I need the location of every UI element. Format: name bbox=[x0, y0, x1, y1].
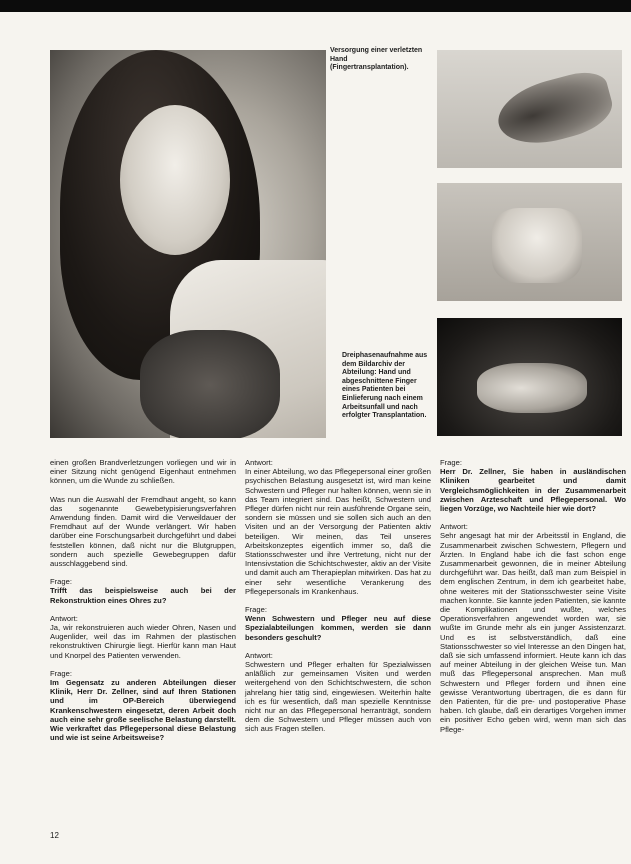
photo-surgeon-woman bbox=[50, 50, 326, 438]
question-block bbox=[50, 577, 236, 605]
photo-hand-phase-3 bbox=[437, 318, 622, 436]
question-label: Frage: bbox=[440, 458, 462, 467]
question-text: Wenn Schwestern und Pfleger neu auf diese Spezialabteilungen kommen, werden sie dann besonders geschult? bbox=[245, 614, 431, 642]
answer-block bbox=[245, 458, 431, 596]
question-text: Trifft das beispielsweise auch bei der Rekonstruktion eines Ohres zu? bbox=[50, 586, 236, 605]
answer-text: Sehr angesagt hat mir der Arbeitsstil in England, die Zusammenarbeit zwischen Schwestern, Pflegern und Ärzten. In England habe ich die fast schon enge Zusammenarbeit gewonnen, die in meiner Abteilung durchgeführt war. Das heißt, daß man zum Beispiel in dem englischen Zentrum, in dem ich gearbeitet habe, ohne weiteres mit der Stationsschwester seine Visite machen konnte. Sie kannte jeden Patienten, sie kannte die Komplikationen und wußte, welches Operationsverfahren angewendet worden war, sie wußte im Grunde mehr als ein junger Assistenzarzt. Und es ist selbstverständlich, daß eine Stationsschwester so viel Interesse an den Dingen hat, daß sie sich umfassend informiert. Heute kann ich das auf meiner Abteilung in der gleichen Weise tun. Man muß das Pflegepersonal ansprechen. Man muß Schwestern und Pfleger fordern und ihnen eine gewisse Verantwortung übertragen, die es dann für den Patienten, für die pre- und postoperative Phase haben. Ich glaube, daß ein derartiges Vorgehen immer ein positiver Echo geben wird, wenn man sich das Pflege- bbox=[440, 531, 626, 734]
question-text: Herr Dr. Zellner, Sie haben in ausländischen Kliniken gearbeitet und damit Vergleichsmöglichkeiten in der Zusammenarbeit zwischen Arzteschaft und Pflegepersonal. Wo liegen Vorzüge, wo Nachteile hier wie dort? bbox=[440, 467, 626, 514]
answer-label: Antwort: bbox=[50, 613, 78, 623]
page-number: 12 bbox=[50, 831, 59, 840]
answer-text: Ja, wir rekonstruieren auch wieder Ohren, Nasen und Augenlider, weil das im Rahmen der plastischen rekonstruktiven Chirurgie liegt. Hierfür kann man Haut und Knorpel des Patienten verwenden. bbox=[50, 623, 236, 660]
answer-block bbox=[245, 651, 431, 734]
paragraph: einen großen Brandverletzungen vorliegen und wir in einer Sitzung nicht genügend Eigenhaut entnehmen können, um die Wunde zu schließen. bbox=[50, 458, 236, 486]
answer-text: In einer Abteilung, wo das Pflegepersonal einer großen psychischen Belastung ausgesetzt ist, wird man keine Schwestern und Pfleger nur halten können, wenn sie in das Team integriert sind. Das heißt, Schwestern und Pfleger dürfen nicht nur rein ausführende Organe sein, sondern sie müssen und sie sollen sich auch an den Visiten und an der Versorgung der Patienten aktiv beteiligen. Wir meinen, das Teil unseres Arbeitskonzeptes eigentlich immer so, daß die Stationsschwester und ihre Vertretung, nicht nur der Intensivstation die Schichtschwester, aktiv an der Visite und damit auch am Therapieplan mitwirken. Das hat zu einer sehr wesentliche Verankerung des Pflegepersonals im Krankenhaus. bbox=[245, 467, 431, 596]
answer-block bbox=[440, 522, 626, 734]
answer-label: Antwort: bbox=[245, 458, 273, 467]
answer-block bbox=[50, 614, 236, 660]
question-text: Im Gegensatz zu anderen Abteilungen dieser Klinik, Herr Dr. Zellner, sind auf Ihren Stationen und im OP-Bereich überwiegend Krankenschwestern eingesetzt, deren Arbeit doch auch eine sehr große seelische Belastung darstellt. Wie verkraftet das Pflegepersonal diese Belastung und wie ist seine Arbeitsweise? bbox=[50, 678, 236, 743]
answer-label: Antwort: bbox=[245, 650, 273, 660]
question-block bbox=[50, 669, 236, 743]
question-label: Frage: bbox=[50, 668, 72, 678]
text-column-3 bbox=[440, 458, 626, 743]
question-label: Frage: bbox=[50, 577, 72, 587]
caption-top: Versorgung einer verletzten Hand (Fingertransplantation). bbox=[330, 47, 423, 72]
photo-hand-phase-1 bbox=[437, 50, 622, 168]
caption-middle: Dreiphasenaufnahme aus dem Bildarchiv der Abteilung: Hand und abgeschnittene Finger eines Patienten bei Einlieferung nach einem Arbeitsunfall und nach erfolgter Transplantation. bbox=[342, 352, 428, 420]
text-column-1 bbox=[50, 458, 236, 751]
paragraph: Was nun die Auswahl der Fremdhaut angeht, so kann das sogenannte Gewebetypisierungsverfahren Anwendung finden. Damit wird die Verweildauer der Fremdhaut auf der Wunde verlängert. Wir haben darüber eine Forschungsarbeit durchgeführt und dabei feststellen können, daß nicht nur die Blutgruppen, sondern auch spezielle Gewebegruppen dafür ausschlaggebend sind. bbox=[50, 494, 236, 569]
question-label: Frage: bbox=[245, 605, 267, 615]
answer-text: Schwestern und Pfleger erhalten für Spezialwissen anläßlich zur gemeinsamen Visiten und werden weitergehend von den Schichtschwestern, die schon jahrelang hier tätig sind, eingewiesen. Weiterhin halte ich es für wesentlich, daß man spezielle Kenntnisse nicht nur an das Pflegepersonal herranträgt, sondern dem die Schwestern und Pfleger müssen auch von sich aus Fragen stellen. bbox=[245, 660, 431, 734]
top-black-bar bbox=[0, 0, 631, 12]
text-column-2 bbox=[245, 458, 431, 743]
question-block bbox=[440, 458, 626, 513]
answer-label: Antwort: bbox=[440, 522, 468, 532]
question-block bbox=[245, 605, 431, 642]
photo-hand-phase-2 bbox=[437, 183, 622, 301]
